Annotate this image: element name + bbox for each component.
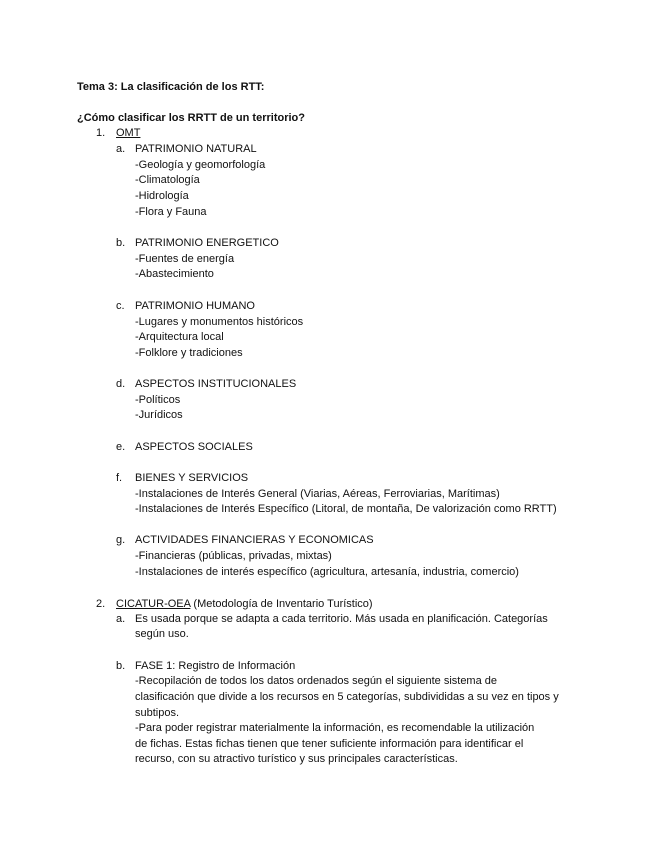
paragraph-line: recurso, con su atractivo turístico y sus principales características. <box>135 753 458 765</box>
group-d-title: ASPECTOS INSTITUCIONALES <box>135 378 297 390</box>
list-item: -Instalaciones de interés específico (agricultura, artesanía, industria, comercio) <box>135 566 519 578</box>
group-g-letter: g. <box>116 534 126 546</box>
group-e-title: ASPECTOS SOCIALES <box>135 441 253 453</box>
list-item: -Jurídicos <box>135 409 183 421</box>
group-f-letter: f. <box>116 472 123 484</box>
section-2-a-letter: a. <box>116 613 126 625</box>
group-f-title: BIENES Y SERVICIOS <box>135 472 249 484</box>
group-a-title: PATRIMONIO NATURAL <box>135 143 257 155</box>
list-item: -Abastecimiento <box>135 268 214 280</box>
list-item: -Instalaciones de Interés Específico (Litoral, de montaña, De valorización como RRTT) <box>135 503 557 515</box>
paragraph-line: -Recopilación de todos los datos ordenados según el siguiente sistema de <box>135 675 498 687</box>
section-2-b-title: FASE 1: Registro de Información <box>135 660 296 672</box>
section-2-heading-rest: (Metodología de Inventario Turístico) <box>190 598 373 610</box>
list-item: -Geología y geomorfología <box>135 159 266 171</box>
paragraph-line: Es usada porque se adapta a cada territorio. Más usada en planificación. Categorías <box>135 613 548 625</box>
paragraph-line: según uso. <box>135 628 189 640</box>
group-b-letter: b. <box>116 237 126 249</box>
section-2-heading: CICATUR-OEA <box>116 598 191 610</box>
section-1-number: 1. <box>96 127 106 139</box>
list-item: -Financieras (públicas, privadas, mixtas) <box>135 550 332 562</box>
list-item: -Climatología <box>135 174 200 186</box>
section-2-b-letter: b. <box>116 660 126 672</box>
section-2-heading-line <box>116 597 373 611</box>
paragraph-line: subtipos. <box>135 707 180 719</box>
paragraph-line: de fichas. Estas fichas tienen que tener suficiente información para identificar el <box>135 738 524 750</box>
group-c-title: PATRIMONIO HUMANO <box>135 300 255 312</box>
paragraph-line: clasificación que divide a los recursos en 5 categorías, subdivididas a su vez en tipos y <box>135 691 559 703</box>
list-item: -Hidrología <box>135 190 189 202</box>
question-heading: ¿Cómo clasificar los RRTT de un territorio? <box>77 112 305 124</box>
group-e-letter: e. <box>116 441 126 453</box>
list-item: -Fuentes de energía <box>135 253 235 265</box>
list-item: -Políticos <box>135 394 181 406</box>
group-g-title: ACTIVIDADES FINANCIERAS Y ECONOMICAS <box>135 534 374 546</box>
list-item: -Flora y Fauna <box>135 206 207 218</box>
group-b-title: PATRIMONIO ENERGETICO <box>135 237 279 249</box>
paragraph-line: -Para poder registrar materialmente la información, es recomendable la utilización <box>135 722 535 734</box>
group-c-letter: c. <box>116 300 125 312</box>
group-d-letter: d. <box>116 378 126 390</box>
list-item: -Instalaciones de Interés General (Viarias, Aéreas, Ferroviarias, Marítimas) <box>135 488 500 500</box>
list-item: -Lugares y monumentos históricos <box>135 316 304 328</box>
list-item: -Arquitectura local <box>135 331 224 343</box>
section-1-heading: OMT <box>116 127 141 139</box>
document-title: Tema 3: La clasificación de los RTT: <box>77 81 265 93</box>
group-a-letter: a. <box>116 143 126 155</box>
list-item: -Folklore y tradiciones <box>135 347 243 359</box>
section-2-number: 2. <box>96 598 106 610</box>
